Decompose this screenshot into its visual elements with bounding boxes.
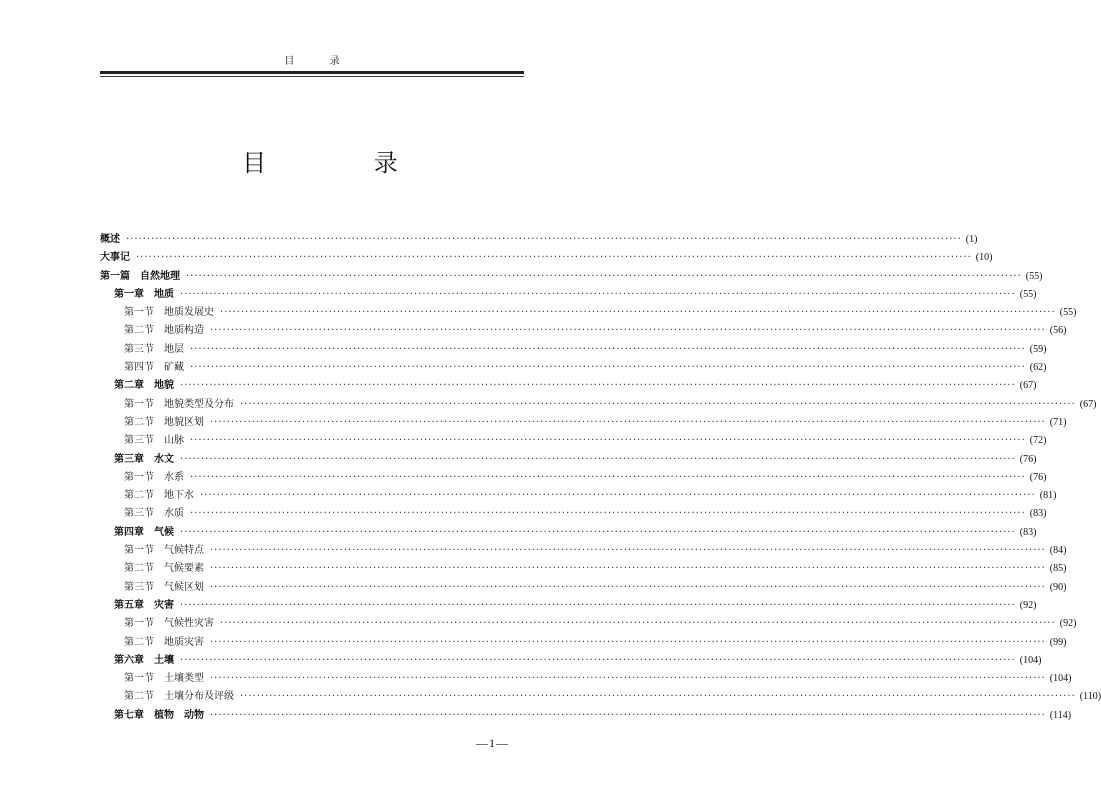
- toc-entry-page: (62): [1029, 362, 1047, 374]
- dot-leader: ········································································································································································································: [180, 599, 1016, 611]
- toc-entry[interactable]: [100, 340, 1047, 358]
- toc-entry-label: 第一章 地质: [114, 288, 174, 300]
- toc-entry[interactable]: [100, 669, 1072, 687]
- running-header: 目 录: [284, 56, 356, 67]
- toc-entry-page: (59): [1029, 343, 1047, 355]
- toc-entry-page: (99): [1049, 636, 1067, 648]
- toc-entry[interactable]: [100, 651, 1042, 669]
- toc-entry[interactable]: [100, 559, 1067, 577]
- toc-entry-label: 第六章 土壤: [114, 654, 174, 666]
- header-rule-thick: [100, 71, 524, 74]
- dot-leader: ········································································································································································································: [240, 691, 1076, 703]
- dot-leader: ········································································································································································································: [180, 654, 1016, 666]
- toc-entry-label: 第一节 气候性灾害: [124, 618, 214, 630]
- toc-entry-page: (55): [1025, 270, 1043, 282]
- toc-entry-page: (56): [1049, 325, 1067, 337]
- toc-entry[interactable]: [100, 687, 1101, 705]
- dot-leader: ········································································································································································································: [186, 270, 1022, 282]
- toc-entry-label: 第三节 地层: [124, 343, 184, 355]
- dot-leader: ········································································································································································································: [190, 343, 1026, 355]
- toc-entry-label: 大事记: [100, 252, 130, 264]
- toc-entry[interactable]: [100, 230, 978, 248]
- toc-entry-page: (10): [975, 252, 993, 264]
- toc-entry[interactable]: [100, 321, 1067, 339]
- toc-entry-label: 第一节 气候特点: [124, 545, 204, 557]
- toc-entry[interactable]: [100, 450, 1037, 468]
- dot-leader: ········································································································································································································: [210, 636, 1046, 648]
- toc-entry-label: 第二节 地质灾害: [124, 636, 204, 648]
- dot-leader: ········································································································································································································: [210, 581, 1046, 593]
- dot-leader: ········································································································································································································: [210, 563, 1046, 575]
- toc-entry-page: (83): [1019, 526, 1037, 538]
- dot-leader: ········································································································································································································: [210, 325, 1046, 337]
- toc-entry[interactable]: [100, 303, 1077, 321]
- toc-entry-page: (55): [1019, 288, 1037, 300]
- toc-entry-page: (83): [1029, 508, 1047, 520]
- toc-entry-page: (85): [1049, 563, 1067, 575]
- dot-leader: ········································································································································································································: [210, 545, 1046, 557]
- toc-entry[interactable]: [100, 431, 1047, 449]
- toc-entry-label: 第三节 水质: [124, 508, 184, 520]
- toc-entry-label: 概述: [100, 234, 120, 245]
- toc-entry-page: (1): [965, 234, 978, 245]
- dot-leader: ········································································································································································································: [220, 307, 1056, 319]
- toc-entry-page: (76): [1029, 471, 1047, 483]
- toc-entry-label: 第一篇 自然地理: [100, 270, 180, 282]
- dot-leader: ········································································································································································································: [190, 435, 1026, 447]
- toc-entry[interactable]: [100, 285, 1037, 303]
- toc-entry-label: 第三节 气候区划: [124, 581, 204, 593]
- toc-entry-label: 第一节 地貌类型及分布: [124, 398, 234, 410]
- dot-leader: ········································································································································································································: [200, 490, 1036, 502]
- toc-entry-label: 第二节 土壤分布及评级: [124, 691, 234, 703]
- dot-leader: ········································································································································································································: [210, 673, 1046, 685]
- toc-entry[interactable]: [100, 395, 1097, 413]
- toc-entry[interactable]: [100, 267, 1043, 285]
- toc-entry-page: (90): [1049, 581, 1067, 593]
- toc-entry-label: 第四章 气候: [114, 526, 174, 538]
- toc-entry-label: 第二节 气候要素: [124, 563, 204, 575]
- dot-leader: ········································································································································································································: [136, 252, 972, 264]
- toc-entry-page: (84): [1049, 545, 1067, 557]
- toc-entry[interactable]: [100, 523, 1037, 541]
- toc-entry-label: 第一节 水系: [124, 471, 184, 483]
- toc-entry-label: 第七章 植物 动物: [114, 709, 204, 721]
- toc-entry-page: (114): [1049, 709, 1072, 721]
- dot-leader: ········································································································································································································: [240, 398, 1076, 410]
- toc-entry[interactable]: [100, 633, 1067, 651]
- dot-leader: ········································································································································································································: [180, 380, 1016, 392]
- dot-leader: ········································································································································································································: [190, 471, 1026, 483]
- toc-entry-label: 第三章 水文: [114, 453, 174, 465]
- toc-entry-page: (92): [1019, 599, 1037, 611]
- toc-entry-label: 第二章 地貌: [114, 380, 174, 392]
- dot-leader: ········································································································································································································: [190, 508, 1026, 520]
- dot-leader: ········································································································································································································: [180, 526, 1016, 538]
- dot-leader: ········································································································································································································: [180, 453, 1016, 465]
- toc-entry[interactable]: [100, 376, 1037, 394]
- toc-entry-label: 第三节 山脉: [124, 435, 184, 447]
- toc-entry-page: (55): [1059, 307, 1077, 319]
- toc-entry-page: (110): [1079, 691, 1101, 703]
- dot-leader: ········································································································································································································: [180, 288, 1016, 300]
- toc-entry[interactable]: [100, 596, 1037, 614]
- toc-entry[interactable]: [100, 706, 1072, 724]
- toc-entry-page: (67): [1019, 380, 1037, 392]
- dot-leader: ········································································································································································································: [210, 709, 1046, 721]
- toc-entry-label: 第一节 土壤类型: [124, 673, 204, 685]
- toc-entry-page: (76): [1019, 453, 1037, 465]
- toc-entry[interactable]: [100, 614, 1077, 632]
- dot-leader: ········································································································································································································: [210, 416, 1046, 428]
- toc-entry-page: (81): [1039, 490, 1057, 502]
- toc-entry[interactable]: [100, 541, 1067, 559]
- dot-leader: ········································································································································································································: [126, 234, 962, 245]
- table-of-contents: [100, 230, 1101, 724]
- page-title: 目 录: [242, 149, 448, 177]
- toc-entry-page: (71): [1049, 416, 1067, 428]
- toc-entry-page: (67): [1079, 398, 1097, 410]
- page-number: —1—: [476, 736, 509, 750]
- toc-entry-label: 第二节 地质构造: [124, 325, 204, 337]
- toc-entry[interactable]: [100, 578, 1067, 596]
- toc-entry-page: (104): [1019, 654, 1042, 666]
- toc-entry[interactable]: [100, 504, 1047, 522]
- toc-entry[interactable]: [100, 248, 993, 266]
- dot-leader: ········································································································································································································: [190, 362, 1026, 374]
- dot-leader: ········································································································································································································: [220, 618, 1056, 630]
- toc-entry[interactable]: [100, 358, 1047, 376]
- toc-entry[interactable]: [100, 486, 1057, 504]
- toc-entry-label: 第二节 地貌区划: [124, 416, 204, 428]
- toc-entry-label: 第五章 灾害: [114, 599, 174, 611]
- toc-entry-label: 第一节 地质发展史: [124, 307, 214, 319]
- toc-entry-label: 第四节 矿藏: [124, 362, 184, 374]
- header-rule-thin: [100, 76, 524, 77]
- toc-entry[interactable]: [100, 413, 1067, 431]
- toc-entry-label: 第二节 地下水: [124, 490, 194, 502]
- toc-entry[interactable]: [100, 468, 1047, 486]
- toc-entry-page: (72): [1029, 435, 1047, 447]
- toc-entry-page: (104): [1049, 673, 1072, 685]
- toc-entry-page: (92): [1059, 618, 1077, 630]
